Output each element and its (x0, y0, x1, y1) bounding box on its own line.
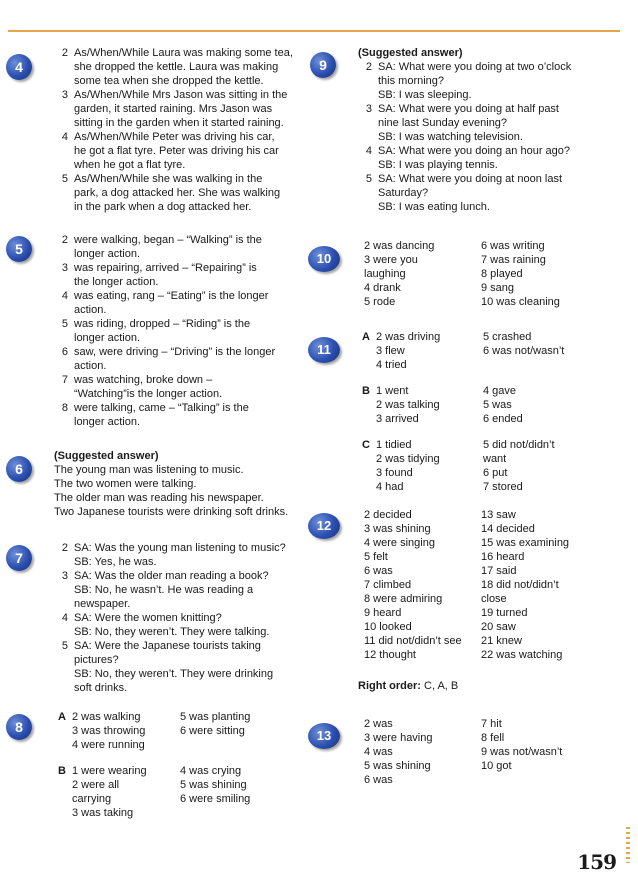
text-line: some tea when she dropped the kettle. (74, 75, 264, 87)
answer-item (54, 345, 299, 373)
exercise-13-left-column (364, 717, 433, 787)
answer-line: close (481, 593, 507, 605)
text-line: SB: No, they weren’t. They were talking. (74, 626, 270, 638)
text-line: SB: No, they weren’t. They were drinking (74, 668, 274, 680)
answer-line: 3 were having (364, 732, 433, 744)
answer-item (54, 289, 299, 317)
item-text (74, 88, 299, 130)
item-text (74, 345, 299, 373)
text-line: SA: What were you doing an hour ago? (378, 145, 571, 157)
answer-line: 4 tried (376, 359, 407, 371)
item-text (378, 60, 598, 102)
text-line: longer action. (74, 332, 141, 344)
text-line: As/When/While Mrs Jason was sitting in the (74, 89, 288, 101)
answer-line: 3 flew (376, 345, 405, 357)
item-text (74, 261, 299, 289)
answer-line: 2 was (364, 718, 393, 730)
item-text (74, 541, 299, 569)
answer-line: want (483, 453, 507, 465)
text-line: SB: I was watching television. (378, 131, 523, 143)
answer-line: 3 were you (364, 254, 418, 266)
text-line: SA: What were you doing at half past (378, 103, 559, 115)
text-line: SA: Was the young man listening to music? (74, 542, 286, 554)
text-line: he got a flat tyre. Peter was driving his car (74, 145, 279, 157)
answer-line: 6 were sitting (180, 725, 245, 737)
text-line: As/When/While Peter was driving his car, (74, 131, 275, 143)
answer-item (54, 261, 299, 289)
group-left-column (72, 764, 180, 820)
answer-line: 2 decided (364, 509, 412, 521)
answer-line: 21 knew (481, 635, 522, 647)
item-number: 5 (61, 173, 68, 185)
exercise-10-right-column (481, 239, 560, 309)
answer-line: 3 was shining (364, 523, 431, 535)
answer-line: 2 was dancing (364, 240, 435, 252)
answer-line: 1 tidied (376, 439, 412, 451)
answer-line: 5 was (483, 399, 512, 411)
text-line: sitting in the garden when it started raining. (74, 117, 284, 129)
answer-line: 7 stored (483, 481, 523, 493)
answer-line: 10 was cleaning (481, 296, 560, 308)
text-line: soft drinks. (74, 682, 128, 694)
group-label: B (58, 765, 66, 777)
text-line: this morning? (378, 75, 445, 87)
text-line: saw, were driving – “Driving” is the longer (74, 346, 276, 358)
item-number: 2 (365, 61, 372, 73)
right-order-label: Right order: (358, 680, 421, 692)
answer-line: 10 got (481, 760, 512, 772)
answer-item (54, 88, 299, 130)
item-text (74, 373, 299, 401)
exercise-13-right-column (481, 717, 562, 773)
text-line: longer action. (74, 416, 141, 428)
item-number: 2 (61, 234, 68, 246)
answer-group (362, 384, 602, 426)
item-text (378, 144, 598, 172)
group-right-column (483, 384, 523, 426)
answer-line: 4 gave (483, 385, 517, 397)
answer-line: 6 were smiling (180, 793, 251, 805)
text-line: As/When/While she was walking in the (74, 173, 263, 185)
text-line: newspaper. (74, 598, 131, 610)
text-line: SB: Yes, he was. (74, 556, 157, 568)
text-line: nine last Sunday evening? (378, 117, 508, 129)
answer-line: 5 rode (364, 296, 396, 308)
item-text (74, 401, 299, 429)
item-number: 4 (61, 612, 68, 624)
item-number: 4 (365, 145, 372, 157)
answer-line: 6 ended (483, 413, 523, 425)
exercise-badge-7: 7 (6, 545, 32, 571)
item-text (74, 569, 299, 611)
item-text (74, 639, 299, 695)
exercise-4-answers (54, 46, 299, 214)
answer-line: 10 looked (364, 621, 412, 633)
item-text (74, 289, 299, 317)
text-line: SA: Was the older man reading a book? (74, 570, 269, 582)
answer-line: 6 was not/wasn’t (483, 345, 565, 357)
answer-line: 3 arrived (376, 413, 419, 425)
item-number: 2 (61, 542, 68, 554)
answer-item (54, 639, 299, 695)
margin-dots (626, 827, 630, 863)
text-line: The young man was listening to music. (54, 464, 244, 476)
item-number: 3 (365, 103, 372, 115)
text-line: was watching, broke down – (74, 374, 213, 386)
answer-line: carrying (72, 793, 112, 805)
answer-item (358, 172, 598, 214)
right-order-value: C, A, B (424, 680, 459, 692)
text-line: SA: What were you doing at two o’clock (378, 61, 572, 73)
answer-line: 22 was watching (481, 649, 563, 661)
answer-line: 6 was (364, 565, 393, 577)
answer-item (54, 46, 299, 88)
text-line: Saturday? (378, 187, 429, 199)
exercise-12-right-column (481, 508, 569, 662)
text-line: pictures? (74, 654, 119, 666)
answer-line: 3 was taking (72, 807, 134, 819)
answer-item (54, 172, 299, 214)
answer-line: 6 was writing (481, 240, 545, 252)
answer-line: 5 did not/didn’t (483, 439, 555, 451)
suggested-answer-header: (Suggested answer) (54, 450, 159, 462)
text-line: was riding, dropped – “Riding” is the (74, 318, 251, 330)
text-line: was eating, rang – “Eating” is the longer (74, 290, 269, 302)
answer-line: 7 climbed (364, 579, 412, 591)
exercise-9-answers (358, 46, 598, 214)
answer-line: 4 drank (364, 282, 401, 294)
answer-group (58, 710, 303, 752)
answer-line: 5 was shining (364, 760, 431, 772)
answer-group (362, 438, 602, 494)
item-number: 4 (61, 290, 68, 302)
answer-line: 5 crashed (483, 331, 532, 343)
answer-line: 3 was throwing (72, 725, 146, 737)
text-line: park, a dog attacked her. She was walking (74, 187, 281, 199)
group-left-column (72, 710, 180, 752)
exercise-5-answers (54, 233, 299, 429)
exercise-8-answers (58, 710, 303, 832)
answer-line: 4 were singing (364, 537, 435, 549)
text-line: she dropped the kettle. Laura was making (74, 61, 279, 73)
answer-line: 8 fell (481, 732, 505, 744)
answer-line: 7 was raining (481, 254, 546, 266)
group-label: C (362, 439, 370, 451)
group-label: A (362, 331, 370, 343)
group-left-column (376, 330, 483, 372)
answer-line: 15 was examining (481, 537, 570, 549)
group-right-column (180, 710, 250, 752)
text-line: in the park when a dog attacked her. (74, 201, 252, 213)
item-text (74, 172, 299, 214)
item-text (378, 172, 598, 214)
exercise-11-answers (362, 330, 602, 506)
answer-line: laughing (364, 268, 406, 280)
item-text (74, 611, 299, 639)
answer-item (54, 373, 299, 401)
group-right-column (180, 764, 250, 820)
exercise-10-left-column (364, 239, 434, 309)
text-line: SA: Were the women knitting? (74, 612, 222, 624)
answer-item (54, 317, 299, 345)
top-rule (8, 30, 620, 32)
item-text (74, 130, 299, 172)
exercise-badge-4: 4 (6, 54, 32, 80)
answer-line: 19 turned (481, 607, 528, 619)
exercise-badge-11: 11 (308, 337, 340, 363)
answer-line: 6 put (483, 467, 508, 479)
group-right-column (483, 330, 564, 372)
answer-line: 4 was crying (180, 765, 242, 777)
answer-line: 2 was walking (72, 711, 141, 723)
exercise-badge-6: 6 (6, 456, 32, 482)
group-label: B (362, 385, 370, 397)
item-number: 3 (61, 570, 68, 582)
item-number: 3 (61, 262, 68, 274)
group-left-column (376, 384, 483, 426)
text-line: action. (74, 304, 107, 316)
answer-item (358, 102, 598, 144)
item-number: 6 (61, 346, 68, 358)
answer-line: 2 was tidying (376, 453, 440, 465)
exercise-badge-13: 13 (308, 723, 340, 749)
answer-line: 12 thought (364, 649, 416, 661)
answer-line: 2 was talking (376, 399, 440, 411)
exercise-6-answers (54, 449, 304, 519)
answer-line: 11 did not/didn’t see (364, 635, 462, 647)
answer-line: 2 were all (72, 779, 120, 791)
answer-line: 4 was (364, 746, 393, 758)
exercise-badge-8: 8 (6, 714, 32, 740)
item-number: 3 (61, 89, 68, 101)
answer-item (54, 233, 299, 261)
text-line: Two Japanese tourists were drinking soft drinks. (54, 506, 289, 518)
text-line: SB: I was eating lunch. (378, 201, 490, 213)
answer-item (358, 60, 598, 102)
text-line: SB: I was playing tennis. (378, 159, 498, 171)
answer-line: 2 was driving (376, 331, 441, 343)
text-line: were talking, came – “Talking” is the (74, 402, 249, 414)
answer-line: 3 found (376, 467, 413, 479)
answer-line: 7 hit (481, 718, 502, 730)
item-number: 5 (61, 640, 68, 652)
suggested-answer-header: (Suggested answer) (358, 47, 463, 59)
answer-line: 5 felt (364, 551, 388, 563)
item-text (74, 233, 299, 261)
text-line: the longer action. (74, 276, 159, 288)
group-right-column (483, 438, 555, 494)
answer-line: 14 decided (481, 523, 535, 535)
answer-group (362, 330, 602, 372)
answer-item (54, 130, 299, 172)
text-line: “Watching”is the longer action. (74, 388, 223, 400)
group-label: A (58, 711, 66, 723)
exercise-badge-9: 9 (310, 52, 336, 78)
answer-item (54, 401, 299, 429)
answer-line: 1 went (376, 385, 409, 397)
exercise-7-answers (54, 541, 299, 695)
item-number: 4 (61, 131, 68, 143)
answer-line: 4 were running (72, 739, 145, 751)
item-text (378, 102, 598, 144)
answer-line: 17 said (481, 565, 517, 577)
exercise-12-left-column (364, 508, 462, 662)
text-line: As/When/While Laura was making some tea, (74, 47, 293, 59)
item-text (74, 317, 299, 345)
item-number: 5 (365, 173, 372, 185)
answer-line: 8 were admiring (364, 593, 443, 605)
answer-line: 5 was shining (180, 779, 247, 791)
group-left-column (376, 438, 483, 494)
item-text (74, 46, 299, 88)
item-number: 7 (61, 374, 68, 386)
answer-line: 9 sang (481, 282, 515, 294)
answer-line: 8 played (481, 268, 523, 280)
text-line: garden, it started raining. Mrs Jason was (74, 103, 273, 115)
text-line: was repairing, arrived – “Repairing” is (74, 262, 257, 274)
answer-line: 20 saw (481, 621, 516, 633)
text-line: SB: I was sleeping. (378, 89, 472, 101)
answer-item (54, 569, 299, 611)
answer-line: 4 had (376, 481, 404, 493)
answer-line: 16 heard (481, 551, 525, 563)
text-line: when he got a flat tyre. (74, 159, 186, 171)
exercise-badge-10: 10 (308, 246, 340, 272)
answer-line: 6 was (364, 774, 393, 786)
text-line: SB: No, he wasn’t. He was reading a (74, 584, 254, 596)
text-line: action. (74, 360, 107, 372)
text-line: SA: Were the Japanese tourists taking (74, 640, 261, 652)
answer-line: 13 saw (481, 509, 516, 521)
answer-line: 9 heard (364, 607, 402, 619)
item-number: 5 (61, 318, 68, 330)
answer-item (54, 541, 299, 569)
exercise-badge-12: 12 (308, 513, 340, 539)
text-line: SA: What were you doing at noon last (378, 173, 563, 185)
item-number: 2 (61, 47, 68, 59)
answer-line: 9 was not/wasn’t (481, 746, 563, 758)
text-line: were walking, began – “Walking” is the (74, 234, 262, 246)
item-number: 8 (61, 402, 68, 414)
exercise-badge-5: 5 (6, 236, 32, 262)
answer-line: 18 did not/didn’t (481, 579, 559, 591)
right-order-line (358, 679, 458, 693)
text-line: longer action. (74, 248, 141, 260)
answer-line: 1 were wearing (72, 765, 147, 777)
text-line: The two women were talking. (54, 478, 197, 490)
answer-item (54, 611, 299, 639)
answer-group (58, 764, 303, 820)
page-number: 159 (577, 850, 616, 874)
text-line: The older man was reading his newspaper. (54, 492, 264, 504)
answer-line: 5 was planting (180, 711, 251, 723)
answer-item (358, 144, 598, 172)
